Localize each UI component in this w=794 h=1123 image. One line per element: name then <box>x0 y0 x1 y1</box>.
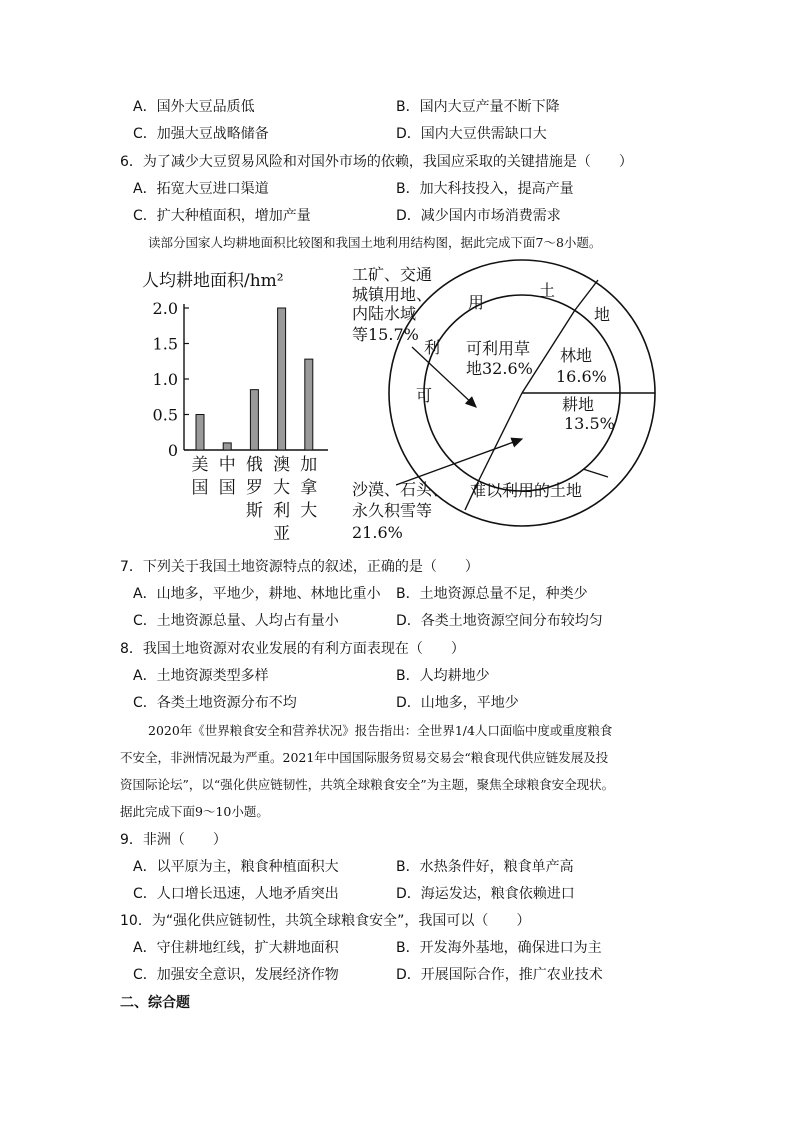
intro-9-10-line3: 资国际论坛”，以“强化供应链韧性，共筑全球粮食安全”为主题，聚焦全球粮食安全现状。 <box>120 777 615 792</box>
desert-arrow <box>396 439 522 485</box>
q6-option-d: D．减少国内市场消费需求 <box>396 208 561 224</box>
desert-label-line3: 21.6% <box>352 523 403 542</box>
y-tick-label: 1.5 <box>152 334 178 354</box>
ring-char-3: 用 <box>468 293 485 312</box>
grass-label-line2: 地32.6% <box>466 359 533 378</box>
y-tick-label: 0 <box>167 441 178 460</box>
q8-option-c: C．各类土地资源分布不均 <box>133 695 297 711</box>
intro-7-8: 读部分国家人均耕地面积比较图和我国土地利用结构图，据此完成下面7～8小题。 <box>148 235 602 250</box>
desert-label-line1: 沙漠、石头、 <box>352 480 449 499</box>
q6-stem: 6．为了减少大豆贸易风险和对国外市场的依赖，我国应采取的关键措施是（ ） <box>120 154 633 170</box>
q10-option-c: C．加强安全意识，发展经济作物 <box>133 967 339 983</box>
chart-title: 人均耕地面积/hm² <box>142 271 284 291</box>
bar-chart <box>138 258 338 543</box>
farm-label-line1: 耕地 <box>562 395 595 414</box>
q7-option-c: C．土地资源总量、人均占有量小 <box>133 613 339 629</box>
bar-4 <box>278 308 286 450</box>
q8-option-b: B．人均耕地少 <box>396 668 490 684</box>
pie-divider-ring-bottom-right <box>583 469 608 477</box>
bar-1 <box>196 415 204 451</box>
category-label-char: 大 <box>273 478 291 498</box>
q8-stem: 8．我国土地资源对农业发展的有利方面表现在（ ） <box>120 641 465 657</box>
pie-divider-unusable <box>478 393 522 482</box>
q8-option-a: A．土地资源类型多样 <box>133 668 269 684</box>
q9-option-c: C．人口增长迅速，人地矛盾突出 <box>133 886 339 902</box>
y-tick-label: 1.0 <box>152 370 178 389</box>
category-label-char: 亚 <box>273 524 291 543</box>
industry-label-line1: 工矿、交通 <box>352 265 433 284</box>
q10-option-b: B．开发海外基地，确保进口为主 <box>396 940 602 956</box>
category-label-char: 美 <box>191 455 209 475</box>
y-tick-label: 0.5 <box>152 405 178 425</box>
bar-5 <box>305 359 313 450</box>
category-label-char: 斯 <box>245 501 263 521</box>
q9-option-d: D．海运发达，粮食依赖进口 <box>396 886 575 902</box>
industry-label-line4: 等15.7% <box>352 325 419 344</box>
q9-option-b: B．水热条件好，粮食单产高 <box>396 859 574 875</box>
q10-option-d: D．开展国际合作，推广农业技术 <box>396 967 603 983</box>
category-label-char: 俄 <box>245 455 263 475</box>
q8-option-d: D．山地多，平地少 <box>396 695 519 711</box>
intro-9-10-line2: 不安全，非洲情况最为严重。2021年中国国际服务贸易交易会“粮食现代供应链发展及投 <box>120 750 609 765</box>
q6-option-a: A．拓宽大豆进口渠道 <box>133 181 269 197</box>
category-label-char: 罗 <box>245 478 263 498</box>
q5-option-a: A．国外大豆品质低 <box>133 99 255 115</box>
q6-option-b: B．加大科技投入，提高产量 <box>396 181 574 197</box>
category-label-char: 利 <box>273 501 291 521</box>
forest-label-line1: 林地 <box>560 346 593 365</box>
bar-2 <box>223 443 231 450</box>
q9-option-a: A．以平原为主，粮食种植面积大 <box>133 859 339 875</box>
category-label-char: 国 <box>218 478 236 498</box>
q5-option-b: B．国内大豆产量不断下降 <box>396 99 560 115</box>
q7-option-a: A．山地多，平地少，耕地、林地比重小 <box>133 586 381 602</box>
ring-char-1: 可 <box>416 386 433 405</box>
q6-option-c: C．扩大种植面积，增加产量 <box>133 208 311 224</box>
bar-3 <box>250 390 258 450</box>
farm-label-line2: 13.5% <box>564 414 615 433</box>
q9-stem: 9．非洲（ ） <box>120 832 227 848</box>
land-use-pie <box>340 258 660 543</box>
q7-option-d: D．各类土地资源空间分布较均匀 <box>396 613 603 629</box>
industry-label-line3: 内陆水域 <box>352 304 417 323</box>
unusable-label: 难以利用的土地 <box>470 481 583 500</box>
intro-9-10-line1: 2020年《世界粮食安全和营养状况》报告指出：全世界1/4人口面临中度或重度粮食 <box>148 723 613 738</box>
q5-option-c: C．加强大豆战略储备 <box>133 126 269 142</box>
q5-option-d: D．国内大豆供需缺口大 <box>396 126 547 142</box>
q7-option-b: B．土地资源总量不足，种类少 <box>396 586 588 602</box>
industry-label-line2: 城镇用地、 <box>352 285 433 304</box>
grass-label-line1: 可利用草 <box>466 339 531 358</box>
category-label-char: 加 <box>300 455 318 475</box>
category-label-char: 拿 <box>300 478 318 498</box>
y-tick-label: 2.0 <box>152 299 178 318</box>
section-title: 二、综合题 <box>120 995 190 1011</box>
forest-label-line2: 16.6% <box>556 367 607 386</box>
intro-9-10-line4: 据此完成下面9～10小题。 <box>120 804 269 819</box>
q10-option-a: A．守住耕地红线，扩大耕地面积 <box>133 940 339 956</box>
category-label-char: 国 <box>191 478 209 498</box>
category-label-char: 大 <box>300 501 318 521</box>
ring-char-4: 土 <box>539 281 556 300</box>
desert-label-line2: 永久积雪等 <box>352 501 433 520</box>
q7-stem: 7．下列关于我国土地资源特点的叙述，正确的是（ ） <box>120 559 479 575</box>
category-label-char: 澳 <box>273 455 291 475</box>
category-label-char: 中 <box>218 455 236 475</box>
ring-char-5: 地 <box>594 305 611 324</box>
q10-stem: 10．为“强化供应链韧性，共筑全球粮食安全”，我国可以（ ） <box>120 913 531 929</box>
ring-char-2: 利 <box>424 338 441 357</box>
